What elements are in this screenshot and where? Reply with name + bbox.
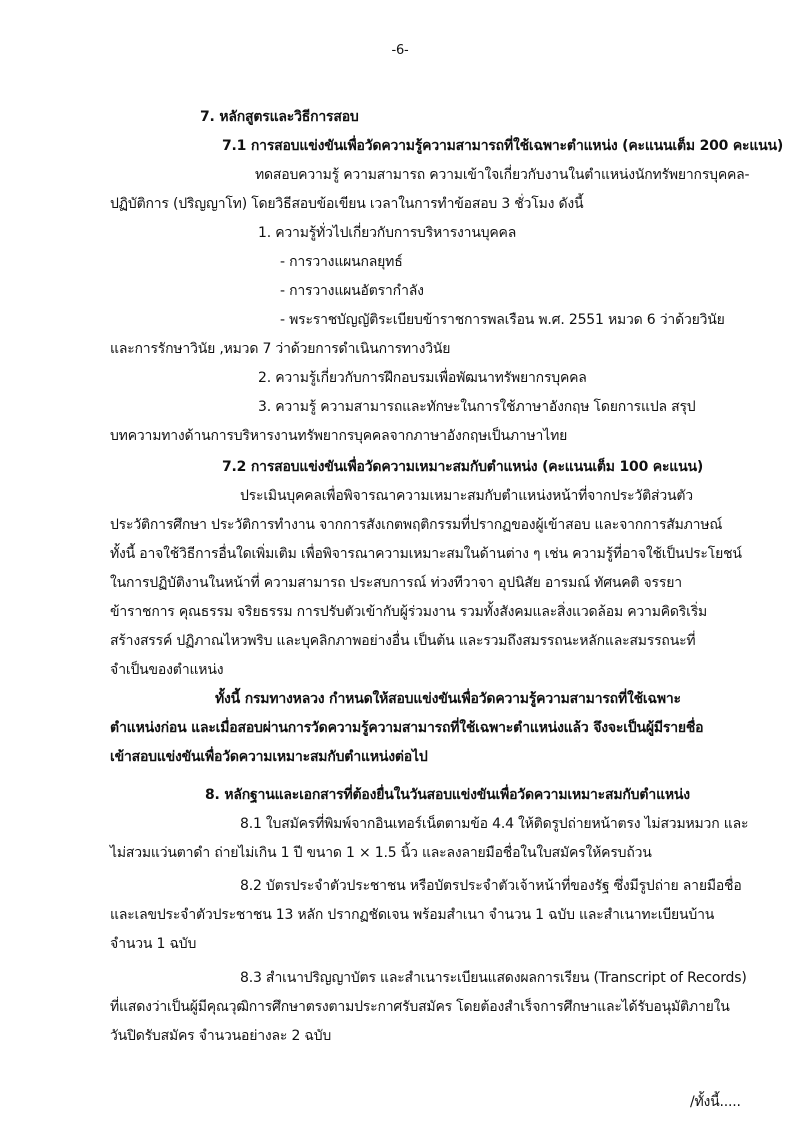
section-7-heading: 7. หลักสูตรและวิธีการสอบ [200,109,359,125]
section-7-1-intro-line1: ทดสอบความรู้ ความสามารถ ความเข้าใจเกี่ยวกับงานในตำแหน่งนักทรัพยากรบุคคล- [255,167,750,183]
continuation-marker: /ทั้งนี้..... [690,1094,741,1110]
list-subitem: - พระราชบัญญัติระเบียบข้าราชการพลเรือน พ.ศ. 2551 หมวด 6 ว่าด้วยวินัย [280,312,725,328]
paragraph-line: ไม่สวมแว่นตาดำ ถ่ายไม่เกิน 1 ปี ขนาด 1 × 1.5 นิ้ว และลงลายมือชื่อในใบสมัครให้ครบถ้วน [110,845,652,861]
paragraph-line: จำนวน 1 ฉบับ [110,936,197,952]
list-subitem-continued: และการรักษาวินัย ,หมวด 7 ว่าด้วยการดำเนินการทางวินัย [110,341,451,357]
list-item-2: 2. ความรู้เกี่ยวกับการฝึกอบรมเพื่อพัฒนาทรัพยากรบุคคล [258,370,587,386]
paragraph-line: 8.1 ใบสมัครที่พิมพ์จากอินเทอร์เน็ตตามข้อ 4.4 ให้ติดรูปถ่ายหน้าตรง ไม่สวมหมวก และ [240,816,749,832]
paragraph-line: ทั้งนี้ อาจใช้วิธีการอื่นใดเพิ่มเติม เพื่อพิจารณาความเหมาะสมในด้านต่าง ๆ เช่น ความรู้ที่อาจใช้เป็นประโยชน์ [110,546,742,562]
note-line: เข้าสอบแข่งขันเพื่อวัดความเหมาะสมกับตำแหน่งต่อไป [110,749,428,765]
note-line: ตำแหน่งก่อน และเมื่อสอบผ่านการวัดความรู้ความสามารถที่ใช้เฉพาะตำแหน่งแล้ว จึงจะเป็นผู้มีรายชื่อ [110,720,704,736]
paragraph-line: ในการปฏิบัติงานในหน้าที่ ความสามารถ ประสบการณ์ ท่วงทีวาจา อุปนิสัย อารมณ์ ทัศนคติ จรรยา [110,575,682,591]
paragraph-line: ประวัติการศึกษา ประวัติการทำงาน จากการสังเกตพฤติกรรมที่ปรากฏของผู้เข้าสอบ และจากการสัมภาษณ์ [110,517,723,533]
page-number: -6- [391,43,409,58]
list-subitem: - การวางแผนกลยุทธ์ [280,254,403,270]
section-7-2-heading: 7.2 การสอบแข่งขันเพื่อวัดความเหมาะสมกับตำแหน่ง (คะแนนเต็ม 100 คะแนน) [222,459,704,475]
paragraph-line: และเลขประจำตัวประชาชน 13 หลัก ปรากฏชัดเจน พร้อมสำเนา จำนวน 1 ฉบับ และสำเนาทะเบียนบ้าน [110,907,715,923]
list-item-3-continued: บทความทางด้านการบริหารงานทรัพยากรบุคคลจากภาษาอังกฤษเป็นภาษาไทย [110,428,568,444]
paragraph-line: 8.2 บัตรประจำตัวประชาชน หรือบัตรประจำตัวเจ้าหน้าที่ของรัฐ ซึ่งมีรูปถ่าย ลายมือชื่อ [240,878,742,894]
paragraph-line: จำเป็นของตำแหน่ง [110,662,224,678]
paragraph-line: วันปิดรับสมัคร จำนวนอย่างละ 2 ฉบับ [110,1028,332,1044]
section-7-1-heading: 7.1 การสอบแข่งขันเพื่อวัดความรู้ความสามารถที่ใช้เฉพาะตำแหน่ง (คะแนนเต็ม 200 คะแนน) [222,138,784,154]
paragraph-line: ข้าราชการ คุณธรรม จริยธรรม การปรับตัวเข้ากับผู้ร่วมงาน รวมทั้งสังคมและสิ่งแวดล้อม ความคิดริเริ่ม [110,604,708,620]
paragraph-line: สร้างสรรค์ ปฏิภาณไหวพริบ และบุคลิกภาพอย่างอื่น เป็นต้น และรวมถึงสมรรถนะหลักและสมรรถนะที่ [110,633,696,649]
list-subitem: - การวางแผนอัตรากำลัง [280,283,424,299]
list-item-3: 3. ความรู้ ความสามารถและทักษะในการใช้ภาษาอังกฤษ โดยการแปล สรุป [258,399,696,415]
paragraph-line: ที่แสดงว่าเป็นผู้มีคุณวุฒิการศึกษาตรงตามประกาศรับสมัคร โดยต้องสำเร็จการศึกษาและได้รับอนุมัติภายใน [110,999,730,1015]
paragraph-line: 8.3 สำเนาปริญญาบัตร และสำเนาระเบียนแสดงผลการเรียน (Transcript of Records) [240,970,747,986]
note-line: ทั้งนี้ กรมทางหลวง กำหนดให้สอบแข่งขันเพื่อวัดความรู้ความสามารถที่ใช้เฉพาะ [215,691,681,707]
section-8-heading: 8. หลักฐานและเอกสารที่ต้องยื่นในวันสอบแข่งขันเพื่อวัดความเหมาะสมกับตำแหน่ง [205,787,690,803]
list-item-1: 1. ความรู้ทั่วไปเกี่ยวกับการบริหารงานบุคคล [258,225,517,241]
section-7-1-intro-line2: ปฏิบัติการ (ปริญญาโท) โดยวิธีสอบข้อเขียน เวลาในการทำข้อสอบ 3 ชั่วโมง ดังนี้ [110,196,584,212]
paragraph-line: ประเมินบุคคลเพื่อพิจารณาความเหมาะสมกับตำแหน่งหน้าที่จากประวัติส่วนตัว [240,488,693,504]
